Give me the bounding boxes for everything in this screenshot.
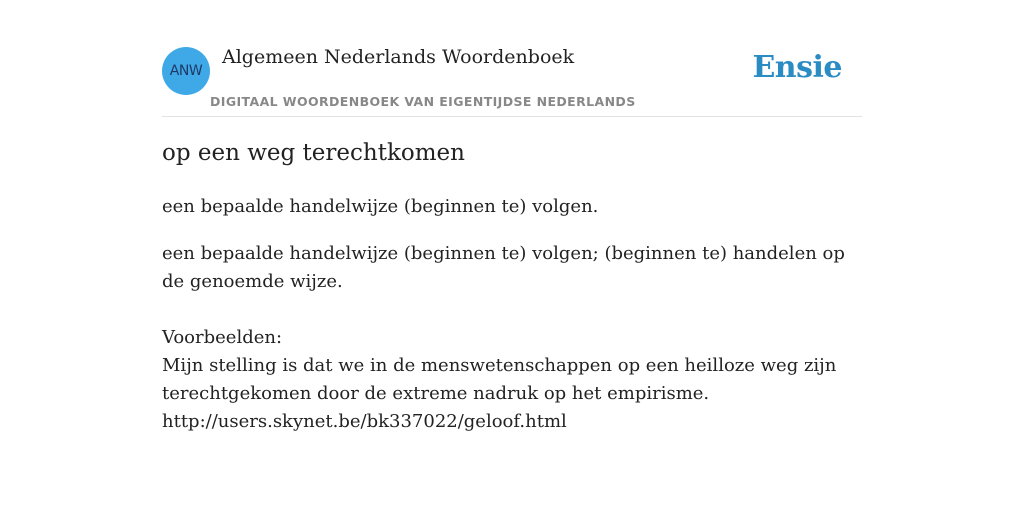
entry-phrase: op een weg terechtkomen [162,140,465,166]
page-container [162,0,862,432]
site-subtitle: DIGITAAL WOORDENBOEK VAN EIGENTIJDSE NEDERLANDS [210,94,636,109]
examples-label: Voorbeelden: [162,327,283,348]
site-title[interactable]: Algemeen Nederlands Woordenboek [222,46,575,68]
entry-description: een bepaalde handelwijze (beginnen te) volgen; (beginnen te) handelen op de genoemde wijze. [162,243,845,292]
example-source-link[interactable]: http://users.skynet.be/bk337022/geloof.html [162,411,567,432]
site-header [162,0,862,117]
example-sentence: Mijn stelling is dat we in de menswetenschappen op een heilloze weg zijn terechtgekomen door de extreme nadruk op het empirisme. [162,355,837,404]
anw-logo-text: ANW [169,63,203,79]
anw-logo[interactable] [162,47,210,95]
entry-definition: een bepaalde handelwijze (beginnen te) volgen. [162,196,599,217]
ensie-brand-logo[interactable]: Ensie [752,50,842,85]
